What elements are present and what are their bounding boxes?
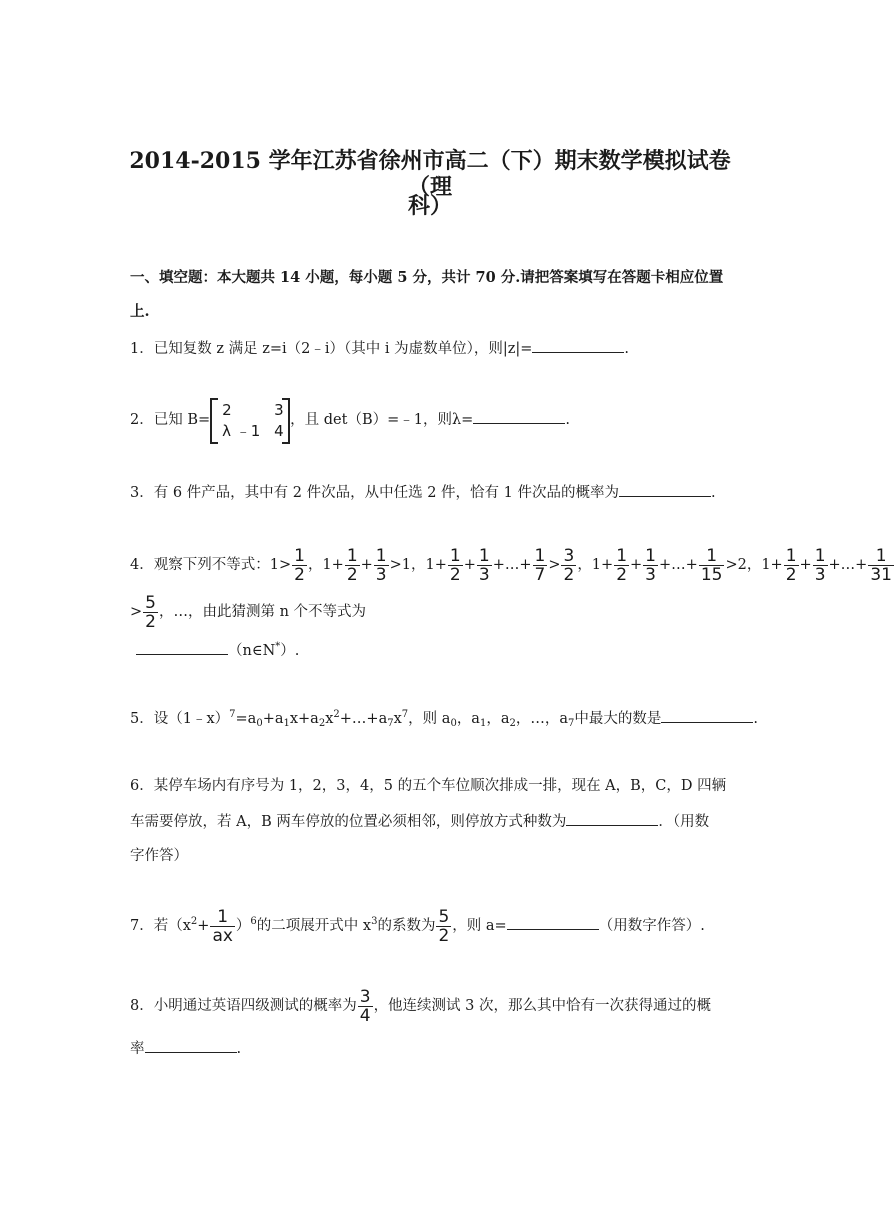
text-fragment: =a xyxy=(235,711,257,727)
text-fragment: 的二项展开式中 x xyxy=(256,918,372,934)
text-fragment: 1 xyxy=(479,718,487,729)
text-fragment: . xyxy=(711,485,716,501)
text-fragment: 1 xyxy=(706,545,718,566)
answer-blank xyxy=(532,338,624,353)
text-fragment: 率 xyxy=(130,1041,145,1057)
answer-blank xyxy=(661,708,753,723)
fraction xyxy=(210,908,234,945)
text-fragment: ，…，由此猜测第 n 个不等式为 xyxy=(158,604,367,620)
answer-blank xyxy=(566,811,658,826)
section-heading-cont: 上. xyxy=(130,303,150,320)
text-fragment: +…+a xyxy=(339,711,388,727)
question-4 xyxy=(130,545,895,585)
text-fragment: 7 xyxy=(387,718,394,729)
exam-title-line2: 科） xyxy=(407,193,452,219)
section-heading: 一、填空题：本大题共 14 小题，每小题 5 分，共计 70 分.请把答案填写在答题卡相应位置 xyxy=(130,269,724,286)
fraction xyxy=(699,547,725,584)
question-6-line2 xyxy=(130,811,709,832)
fraction xyxy=(533,547,548,584)
text-fragment: 4．观察下列不等式：1> xyxy=(130,557,292,573)
answer-blank xyxy=(136,640,228,655)
text-fragment: ，他连续测试 3 次，那么其中恰有一次获得通过的概 xyxy=(373,998,712,1014)
text-fragment: 0 xyxy=(450,718,457,729)
fraction xyxy=(292,547,307,584)
text-fragment: 1 xyxy=(346,545,358,566)
text-fragment: 4 xyxy=(359,1005,371,1026)
text-fragment: ，a xyxy=(456,711,480,727)
text-fragment: 3 xyxy=(359,986,371,1007)
text-fragment: 3 xyxy=(371,916,378,927)
text-fragment: 2 xyxy=(509,718,516,729)
fraction xyxy=(614,547,629,584)
fraction xyxy=(358,988,373,1025)
fraction xyxy=(561,547,576,584)
fraction xyxy=(448,547,463,584)
text-fragment: 1 xyxy=(534,545,546,566)
text-fragment: ，1+ xyxy=(307,557,344,573)
fraction xyxy=(345,547,360,584)
text-fragment: （用数字作答）. xyxy=(598,918,705,934)
text-fragment: 1．已知复数 z 满足 z=i（2﹣i）（其中 i 为虚数单位），则|z|= xyxy=(130,341,533,357)
text-fragment: 1 xyxy=(217,906,229,927)
text-fragment: 2 xyxy=(318,718,326,729)
text-fragment: 1 xyxy=(785,545,797,566)
text-fragment: 2 xyxy=(563,564,575,585)
text-fragment: . xyxy=(236,1041,242,1057)
text-fragment: 1 xyxy=(283,718,290,729)
text-fragment: 3 xyxy=(478,564,490,585)
exam-title-line1: 2014-2015 学年江苏省徐州市高二（下）期末数学模拟试卷（理 xyxy=(129,148,731,200)
text-fragment: + xyxy=(630,557,643,573)
question-6: 6．某停车场内有序号为 1，2，3，4，5 的五个车位顺次排成一排，现在 A，B，C，D 四辆 xyxy=(130,778,727,794)
fraction xyxy=(868,547,894,584)
text-fragment: 1 xyxy=(616,545,628,566)
question-6-line3: 字作答） xyxy=(130,848,188,864)
text-fragment: 车需要停放，若 A，B 两车停放的位置必须相邻，则停放方式种数为 xyxy=(130,814,567,830)
text-fragment: 2 xyxy=(145,611,156,632)
question-3 xyxy=(130,482,716,503)
fraction xyxy=(477,547,492,584)
text-fragment: 5 xyxy=(438,906,450,927)
text-fragment: 7 xyxy=(229,709,236,720)
matrix-b xyxy=(210,398,290,442)
fraction xyxy=(436,908,451,945)
text-fragment: 5 xyxy=(145,592,156,613)
fraction xyxy=(813,547,828,584)
text-fragment: + xyxy=(799,557,812,573)
text-fragment: 的系数为 xyxy=(377,918,436,934)
matrix-bracket xyxy=(210,398,218,444)
text-fragment: ，a xyxy=(486,711,510,727)
text-fragment: + xyxy=(360,557,373,573)
text-fragment: +…+ xyxy=(659,557,698,573)
text-fragment: 2 xyxy=(616,564,628,585)
question-2 xyxy=(130,398,570,442)
question-4-line2 xyxy=(130,592,366,632)
text-fragment: x xyxy=(325,711,334,727)
text-fragment: 2 xyxy=(785,564,797,585)
text-fragment: 4 xyxy=(274,422,284,440)
text-fragment: 5．设（1﹣x） xyxy=(130,711,230,727)
text-fragment: 0 xyxy=(256,718,263,729)
question-8 xyxy=(130,986,711,1026)
text-fragment: 1 xyxy=(875,545,887,566)
text-fragment: 1 xyxy=(814,545,826,566)
text-fragment: ，1+ xyxy=(577,557,614,573)
text-fragment: 3 xyxy=(274,401,284,419)
text-fragment: 8．小明通过英语四级测试的概率为 xyxy=(130,998,357,1014)
text-fragment: 1 xyxy=(375,545,387,566)
text-fragment: 7 xyxy=(401,709,409,720)
text-fragment: . xyxy=(565,412,570,428)
text-fragment: （n∈N xyxy=(228,643,276,659)
text-fragment: >2，1+ xyxy=(725,557,783,573)
text-fragment: 3 xyxy=(645,564,656,585)
text-fragment: 31 xyxy=(870,564,892,585)
text-fragment: 3 xyxy=(563,545,575,566)
text-fragment: 2 xyxy=(294,564,305,585)
text-fragment: >1，1+ xyxy=(389,557,447,573)
text-fragment: 2．已知 B= xyxy=(130,412,211,428)
text-fragment: x+a xyxy=(289,711,319,727)
text-fragment: ） xyxy=(235,918,251,934)
text-fragment: 6 xyxy=(250,916,257,927)
fraction xyxy=(143,594,158,631)
text-fragment: 中最大的数是 xyxy=(574,711,662,727)
text-fragment: * xyxy=(275,641,281,652)
text-fragment: ，则 a xyxy=(408,711,451,727)
fraction xyxy=(784,547,799,584)
text-fragment: 15 xyxy=(700,564,723,585)
text-fragment: +…+ xyxy=(492,557,532,573)
text-fragment: 2 xyxy=(449,564,461,585)
question-1 xyxy=(130,338,629,359)
text-fragment: . xyxy=(753,711,759,727)
text-fragment: ax xyxy=(212,925,233,946)
text-fragment: 2 xyxy=(438,925,450,946)
text-fragment: 3 xyxy=(814,564,826,585)
text-fragment: ．（用数 xyxy=(658,814,710,830)
text-fragment: 7 xyxy=(568,718,575,729)
text-fragment: 1 xyxy=(449,545,461,566)
answer-blank xyxy=(619,482,711,497)
text-fragment: λ ﹣1 xyxy=(222,422,261,440)
question-5 xyxy=(130,708,758,729)
fraction xyxy=(374,547,389,584)
text-fragment: 3 xyxy=(375,564,387,585)
text-fragment: ）. xyxy=(280,643,300,659)
text-fragment: ，则 a= xyxy=(452,918,507,934)
text-fragment: 2 xyxy=(333,709,340,720)
text-fragment: x xyxy=(393,711,402,727)
answer-blank xyxy=(145,1038,237,1053)
text-fragment: 1 xyxy=(294,545,305,566)
text-fragment: 1 xyxy=(645,545,656,566)
text-fragment: + xyxy=(463,557,476,573)
text-fragment: 3．有 6 件产品，其中有 2 件次品，从中任选 2 件，恰有 1 件次品的概率为 xyxy=(130,485,619,501)
fraction xyxy=(643,547,658,584)
text-fragment: 1 xyxy=(478,545,490,566)
text-fragment: > xyxy=(548,557,561,573)
text-fragment: +a xyxy=(262,711,284,727)
question-7 xyxy=(130,906,705,946)
text-fragment: 7．若（x xyxy=(130,918,191,934)
text-fragment: 2 xyxy=(190,916,198,927)
text-fragment: + xyxy=(197,918,210,934)
answer-blank xyxy=(473,409,565,424)
answer-blank xyxy=(507,915,599,930)
text-fragment: > xyxy=(130,604,143,620)
question-8-line2 xyxy=(130,1038,241,1059)
text-fragment: 2 xyxy=(346,564,358,585)
text-fragment: . xyxy=(624,341,630,357)
text-fragment: 2 xyxy=(222,401,232,419)
text-fragment: +…+ xyxy=(828,557,868,573)
text-fragment: ，且 det（B）=﹣1，则λ= xyxy=(290,412,474,428)
question-4-line3 xyxy=(136,640,299,661)
text-fragment: 7 xyxy=(534,564,546,585)
text-fragment: ，…，a xyxy=(515,711,569,727)
